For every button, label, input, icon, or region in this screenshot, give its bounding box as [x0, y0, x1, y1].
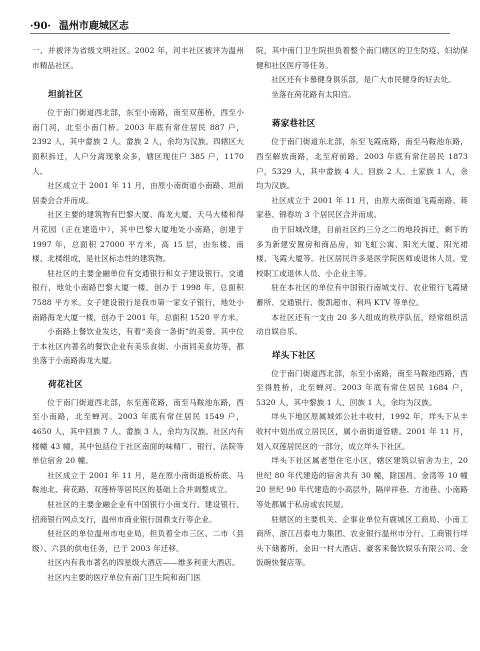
page-number: ·90·	[30, 21, 51, 32]
section-paragraph: 社区内有我市著名的四星级大酒店——维多利亚大酒店。	[47, 558, 240, 568]
header-rule	[30, 33, 450, 34]
section-paragraph: 驻辖区的主要机关、企事业单位有鹿城区工商局、小南工商所、浙江吕泰电力集团、农业银行温州市分行、工商银行垟头下储蓄所、金田一村大酒店、豪客来餐饮娱乐有限公司、金饭碗快餐店等。	[256, 514, 468, 568]
section-paragraph: 社区主要的建筑物有巴黎大厦、海龙大厦、天马大楼和得月花园（正在建造中），其中巴黎大厦地处小南路，创建于 1997 年，总面积 27000 平方米，高 15 层，由东楼、南楼、北楼组成，是社区标志性的建筑物。	[32, 210, 244, 264]
section-paragraph: 位于南门街道东北部，东至飞霞南路，南至马鞍池东路，西至解放南路，北至府前路。2003 年底有常住居民 1873 户，5329 人，其中畲族 4 人、回族 2 人、土家族 1 人，余均为汉族。	[256, 137, 468, 191]
section-heading: 蒋家巷社区	[272, 119, 316, 130]
right-column	[256, 44, 468, 639]
section-paragraph: 驻在本社区的单位有中国银行南城支行、农业银行飞霞储蓄所、交通银行、俊凯超市、利玛 KTV 等单位。	[256, 283, 468, 307]
section-paragraph: 驻社区的主要金融企业有中国银行小南支行、建设银行、招商银行网点支行，温州市商业银行国鼎支行等企业。	[32, 500, 244, 524]
section-paragraph: 社区内主要的医疗单位有南门卫生院和南门医	[47, 573, 202, 582]
continued-paragraph: 社区还有卡慕健身俱乐部，是广大市民健身的好去处。	[271, 75, 456, 85]
continued-paragraph: 院，其中南门卫生院担负着整个南门辖区的卫生防疫、妇幼保健和社区医疗等任务。	[256, 46, 468, 70]
section-paragraph: 社区成立于 2001 年 11 月，由原大南街道飞霞南路、蒋家巷、锦春坊 3 个居民区合并而成。	[256, 195, 468, 220]
section-paragraph: 由于旧城改建，目前社区约三分之二的地段拆迁，剩下的多为新建安置房和商品房，如飞虹公寓、阳光大厦、阳光裙楼、飞霞大厦等。社区居民许多是医学院医师或退休人员、党校职工或退休人员、小企业主等。	[256, 224, 468, 278]
section-paragraph: 驻社区的单位温州市电业局，担负着全市三区、二市（县级）、六县的供电任务，已于 2003 年迁移。	[32, 529, 244, 553]
book-title: 温州市鹿城区志	[58, 21, 129, 32]
section-paragraph: 本社区还有一支由 20 多人组成的秩序队伍，经常组织活动自娱自乐。	[256, 312, 468, 337]
continued-paragraph: 坐落在荷花路有太阳宫。	[271, 89, 356, 99]
continued-paragraph: 一、并被评为省级文明社区。2002 年，河丰社区被评为温州市精品社区。	[32, 46, 244, 70]
section-paragraph: 驻社区的主要金融单位有交通银行和女子建设银行。交通银行，地处小南路巴黎大厦一楼，创办于 1998 年，总面积 7588 平方米。女子建设银行是我市第一家女子银行，地处小南路海龙大厦一楼，创办于 2001 年，总面积 1520 平方米。	[32, 268, 244, 322]
section-paragraph: 小南路上餐饮业发达，有着“美食一条街”的美誉。其中位于本社区内著名的餐饮企业有美乐食街、小南同美食坊等，都坐落于小南路海龙大厦。	[32, 327, 244, 366]
section-paragraph: 位于南门街道西北部，东至小南路，南至马鞍池西路，西至得胜桥，北至蝉河。2003 年底有常住居民 1684 户，5320 人，其中黎族 1 人、回族 1 人，余均为汉族。	[256, 368, 468, 407]
section-paragraph: 位于南门街道西北部，东至莲花路，南至马鞍池东路，西至小南路，北至蝉河。2003 年底有常住居民 1549 户，4650 人，其中回族 7 人、畲族 3 人，余均为汉族。社区内有楼幢 43 幢，其中包括位于社区南面的味精厂、银行、法院等单位宿舍 20 幢。	[32, 397, 244, 466]
section-paragraph: 社区成立于 2001 年 11 月，是在原小南街道板桥底、马鞍池北、荷花路、双莲桥等居民区的基础上合并调整成立。	[32, 470, 244, 495]
section-paragraph: 位于南门街道西北部，东至小南路，南至双莲桥，西至小南门河，北至小南门桥。2003 年底有常住居民 887 户，2392 人，其中畲族 2 人、畲族 2 人，余均为汉族。四辖区大面积拆迁，人户分离现象众多，辖区现住户 385 户，1170 人。	[32, 108, 244, 176]
section-heading: 坦前社区	[48, 90, 83, 101]
left-column	[32, 44, 244, 639]
section-paragraph: 社区成立于 2001 年 11 月，由原小南街道小南路、坦前居委会合并而成。	[32, 181, 244, 205]
page-header	[30, 16, 450, 32]
section-paragraph: 垟头下社区属老型住宅小区，辖区建筑以宿舍为主，20 世纪 80 年代建造的宿舍共有 30 幢，除国昌、金湾等 10 幢 20 世纪 90 年代建造的小高层外，隔岸祥巷、方池巷、小南路等处都属于私房或农民屋。	[256, 456, 468, 510]
section-heading: 荷花社区	[48, 379, 83, 390]
section-paragraph: 垟头下地区原属城郊公社丰收村，1992 年，垟头下从丰收村中划出成立居民区，属小南街道管辖。2001 年 11 月，划入双莲居民区的一部分，成立垟头下社区。	[256, 412, 468, 451]
section-heading: 垟头下社区	[272, 350, 316, 361]
